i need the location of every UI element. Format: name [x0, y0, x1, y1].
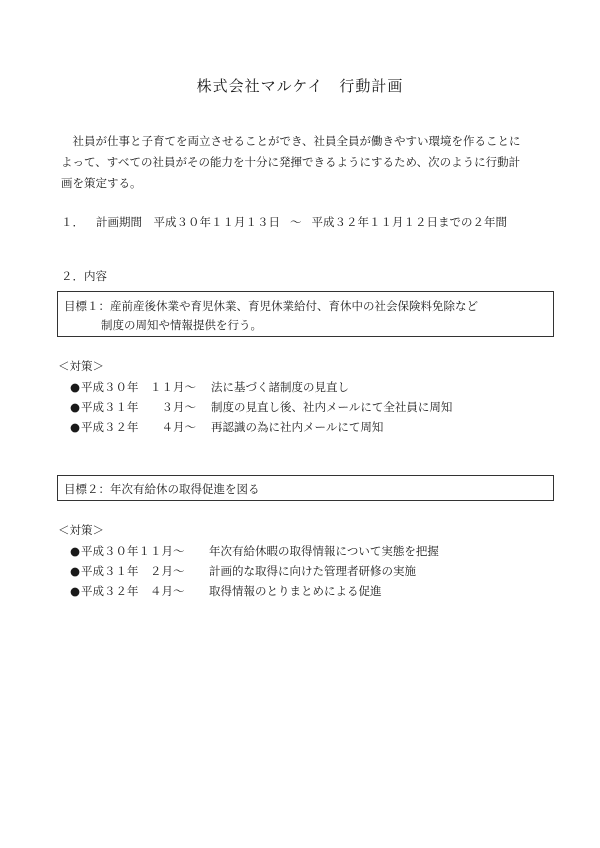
- period-number: １．: [61, 215, 84, 229]
- bullet-icon: ●: [70, 584, 81, 598]
- list-item: [70, 561, 439, 581]
- list-item: [70, 377, 452, 397]
- measures-2-label: ＜対策＞: [58, 523, 104, 537]
- measure-date: 平成３１年 ３月～: [81, 400, 197, 414]
- measure-text: 法に基づく諸制度の見直し: [211, 380, 350, 394]
- intro-line: よって、すべての社員がその能力を十分に発揮できるようにするため、次のように行動計: [61, 155, 521, 169]
- goal-1-line: 制度の周知や情報提供を行う。: [101, 318, 262, 332]
- goal-1-line: 目標１：産前産後休業や育児休業、育児休業給付、育休中の社会保険料免除など: [64, 299, 478, 313]
- bullet-icon: ●: [70, 420, 81, 434]
- measure-date: 平成３０年１１月～: [81, 544, 185, 558]
- intro-line: 社員が仕事と子育てを両立させることができ、社員全員が働きやすい環境を作ることに: [61, 134, 521, 148]
- measure-date: 平成３１年 ２月～: [81, 564, 185, 578]
- goal-1-box: [57, 291, 554, 337]
- measures-1-label: ＜対策＞: [58, 359, 104, 373]
- list-item: [70, 417, 452, 437]
- measure-text: 年次有給休暇の取得情報について実態を把握: [209, 544, 439, 558]
- goal-2-box: [57, 475, 554, 501]
- list-item: [70, 541, 439, 561]
- measure-text: 取得情報のとりまとめによる促進: [209, 584, 382, 598]
- page-title: 株式会社マルケイ 行動計画: [196, 77, 404, 95]
- intro-paragraph: [61, 131, 561, 194]
- bullet-icon: ●: [70, 400, 81, 414]
- measures-1-list: [70, 377, 452, 437]
- intro-line: 画を策定する。: [61, 176, 142, 190]
- measure-date: 平成３２年 ４月～: [81, 584, 185, 598]
- measure-date: 平成３０年 １１月～: [81, 380, 197, 394]
- measure-date: 平成３２年 ４月～: [81, 420, 197, 434]
- goal-2-line: 目標２：年次有給休の取得促進を図る: [64, 482, 260, 496]
- plan-period: [61, 214, 507, 230]
- list-item: [70, 397, 452, 417]
- bullet-icon: ●: [70, 544, 81, 558]
- period-label: 計画期間: [96, 215, 142, 229]
- measure-text: 計画的な取得に向けた管理者研修の実施: [209, 564, 417, 578]
- period-end: 平成３２年１１月１２日までの２年間: [311, 215, 507, 229]
- measure-text: 制度の見直し後、社内メールにて全社員に周知: [211, 400, 453, 414]
- content-heading: ２．内容: [61, 269, 107, 283]
- measures-2-list: [70, 541, 439, 601]
- period-separator: ～: [290, 215, 302, 229]
- bullet-icon: ●: [70, 380, 81, 394]
- measure-text: 再認識の為に社内メールにて周知: [211, 420, 384, 434]
- list-item: [70, 581, 439, 601]
- period-start: 平成３０年１１月１３日: [153, 215, 280, 229]
- bullet-icon: ●: [70, 564, 81, 578]
